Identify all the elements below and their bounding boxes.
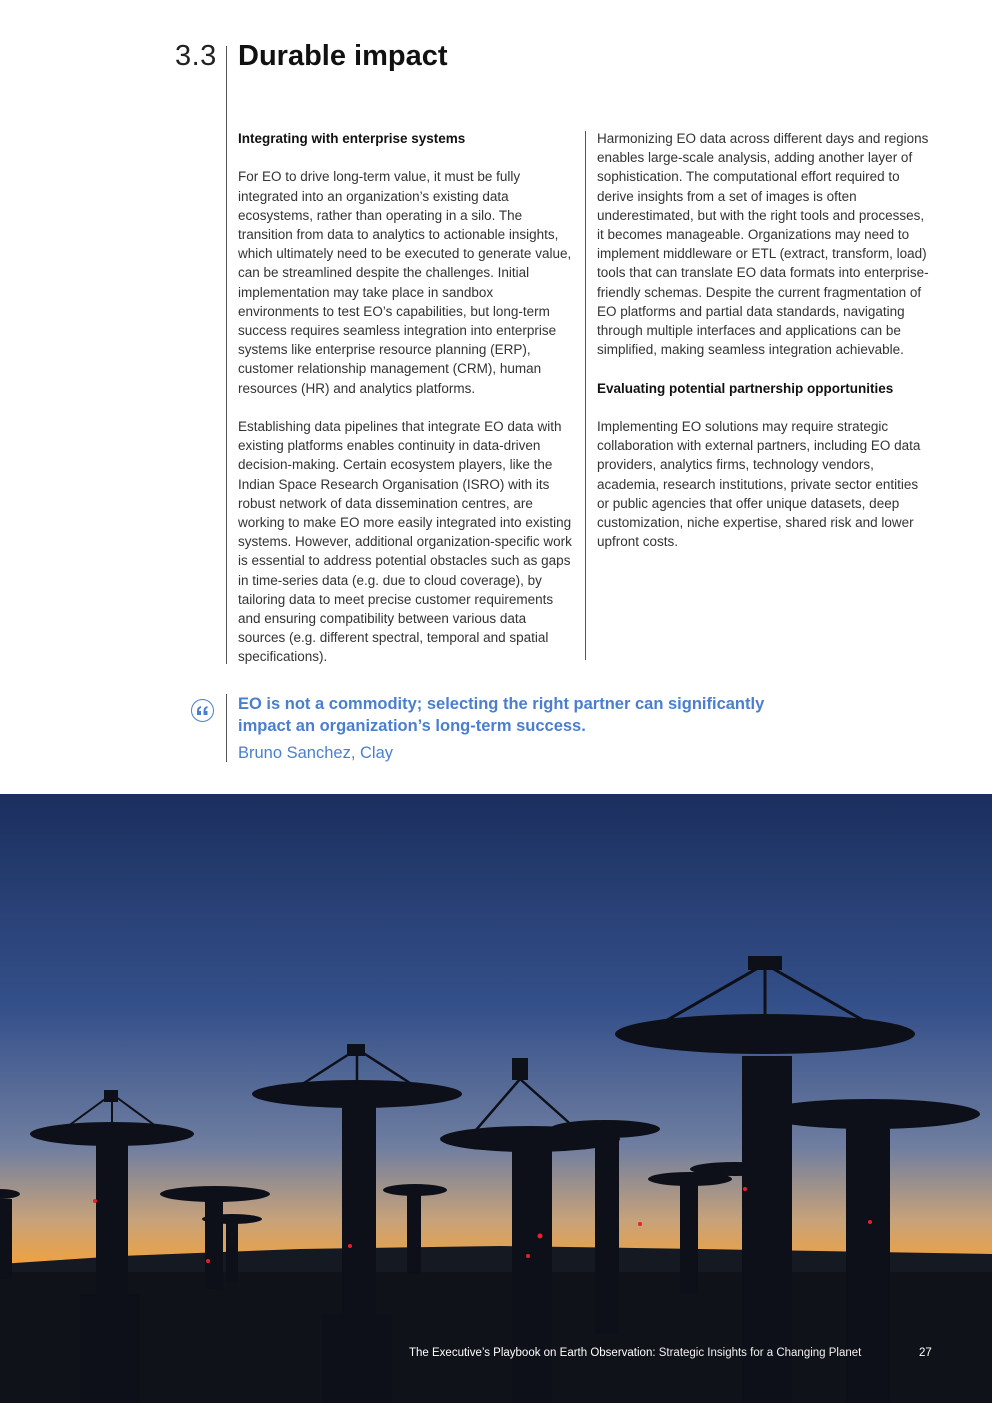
section-number: 3.3	[175, 40, 217, 72]
quote-mark-glyph	[196, 705, 209, 716]
right-column	[597, 129, 929, 571]
left-column-paragraph-2: Establishing data pipelines that integrate EO data with existing platforms enables continuity in data-driven decision-making. Certain ecosystem players, like the Indian Space Research Organisation (ISRO) with its robust network of data dissemination centres, are working to make EO more easily integrated into existing systems. However, additional organization-specific work is essential to address potential obstacles such as gaps in time-series data (e.g. due to cloud coverage), by tailoring data to meet precise customer requirements and ensuring compatibility between various data sources (e.g. different spectral, temporal and spatial specifications).	[238, 419, 572, 665]
footer-subtitle: Strategic Insights for a Changing Planet	[655, 1347, 862, 1359]
page-number: 27	[919, 1347, 932, 1359]
footer-publication-title	[409, 1347, 861, 1359]
right-column-paragraph-1: Harmonizing EO data across different days and regions enables large-scale analysis, adding another layer of sophistication. The computational effort required to derive insights from a set of images is often underestimated, but with the right tools and processes, it becomes manageable. Organizations may need to implement middleware or ETL (extract, transform, load) tools that can translate EO data formats into enterprise-friendly schemas. Despite the current fragmentation of EO platforms and partial data standards, navigating through multiple interfaces and applications can be simplified, making seamless integration achievable.	[597, 131, 929, 358]
footer-title: The Executive’s Playbook on Earth Observation:	[409, 1347, 656, 1359]
column-divider	[585, 131, 586, 660]
pull-quote-text: EO is not a commodity; selecting the right partner can significantly impact an organization’s long-term success.	[238, 695, 765, 735]
right-column-paragraph-2: Implementing EO solutions may require strategic collaboration with external partners, including EO data providers, analytics firms, technology vendors, academia, research institutions, private sector entities or public agencies that offer unique datasets, deep customization, niche expertise, shared risk and lower upfront costs.	[597, 419, 921, 550]
pull-quote-author: Bruno Sanchez, Clay	[238, 744, 394, 762]
left-column-paragraph-1: For EO to drive long-term value, it must be fully integrated into an organization’s existing data ecosystems, rather than operating in a silo. The transition from data to analytics to actionable insights, which ultimately need to be executed to generate value, can be streamlined despite the challenges. Initial implementation may take place in sandbox environments to test EO’s capabilities, but long-term success requires seamless integration into enterprise systems like enterprise resource planning (ERP), customer relationship management (CRM), human resources (HR) and analytics platforms.	[238, 169, 572, 396]
right-column-heading: Evaluating potential partnership opportunities	[597, 380, 894, 396]
satellite-dishes-illustration	[0, 794, 992, 1403]
left-column-heading: Integrating with enterprise systems	[238, 131, 466, 146]
quote-rule	[226, 694, 227, 762]
quote-icon	[191, 699, 214, 722]
vertical-rule	[226, 46, 227, 664]
section-title: Durable impact	[238, 40, 448, 72]
antenna-array-photo	[0, 794, 992, 1403]
left-column	[238, 129, 576, 686]
